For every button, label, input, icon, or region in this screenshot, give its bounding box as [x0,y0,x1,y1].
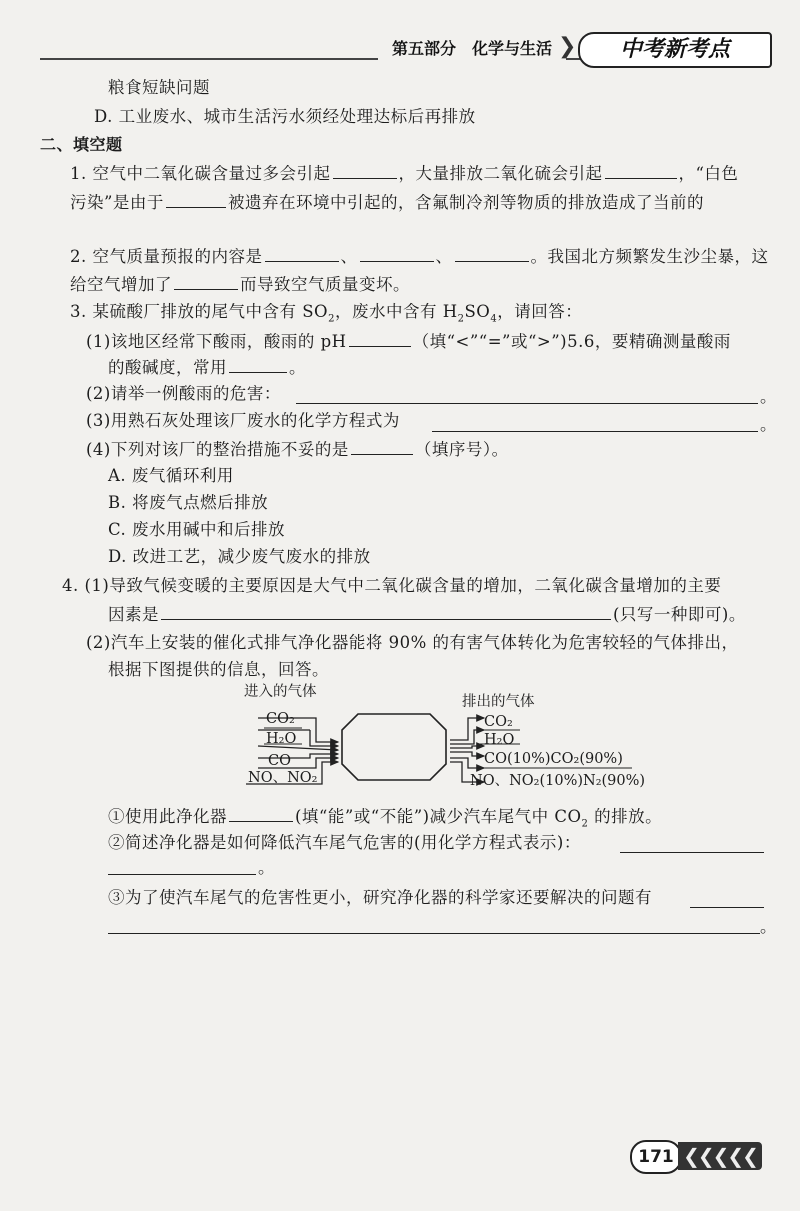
answer-blank[interactable] [360,245,434,262]
converter-body [342,714,446,780]
answer-blank[interactable] [455,245,529,262]
period: 。 [760,917,777,936]
period: 。 [760,415,777,434]
option-b: B. 将废气点燃后排放 [108,493,269,512]
question-3-4 [86,438,509,461]
series-badge: 中考新考点 [578,32,772,68]
q3-1-text-d: 。 [289,358,306,377]
inlet-title: 进入的气体 [244,684,317,700]
answer-blank[interactable] [265,245,339,262]
text-line: 粮食短缺问题 [108,78,210,97]
answer-blank[interactable] [166,191,226,208]
inlet-gas-h2o: H₂O [266,731,297,747]
q3-4-text-b: （填序号）。 [414,440,509,459]
answer-blank[interactable] [333,162,397,179]
q3-4-text-a: (4)下列对该厂的整治措施不妥的是 [86,440,349,459]
option-d-prev: D. 工业废水、城市生活污水须经处理达标后再排放 [94,107,476,126]
outlet-gas-co: CO(10%)CO₂(90%) [484,751,623,767]
inlet-gas-co2: CO₂ [266,711,295,727]
q2-text-a: 2. 空气质量预报的内容是 [70,247,263,266]
option-c: C. 废水用碱中和后排放 [108,520,286,539]
q1-text-a: 1. 空气中二氧化碳含量过多会引起 [70,164,331,183]
answer-line[interactable] [690,907,764,908]
q3-text-c: SO [464,302,491,321]
q1-text-b: ，大量排放二氧化硫会引起 [398,164,603,183]
question-2-line-1 [70,245,769,268]
question-3-1-line-2 [108,356,306,379]
converter-diagram [240,684,646,794]
s1-text-a: ①使用此净化器 [108,807,227,826]
answer-blank[interactable] [229,805,293,822]
sub-question-2: ②简述净化器是如何降低汽车尾气危害的(用化学方程式表示)： [108,833,581,852]
q4-1-text-c: (只写一种即可)。 [613,605,746,624]
answer-blank[interactable] [174,273,238,290]
sub-question-3: ③为了使汽车尾气的危害性更小，研究净化器的科学家还要解决的问题有 [108,888,652,907]
outlet-gas-co2: CO₂ [484,714,513,730]
s1-text-b: (填“能”或“不能”)减少汽车尾气中 CO [295,807,582,826]
answer-line[interactable] [108,933,760,934]
q3-1-text-c: 的酸碱度，常用 [108,358,227,377]
answer-line[interactable] [432,431,758,432]
question-4-2-line-2: 根据下图提供的信息，回答。 [108,660,329,679]
inlet-gas-nox: NO、NO₂ [248,770,318,786]
q2-text-b: 。我国北方频繁发生沙尘暴，这 [530,247,769,266]
question-3-1-line-1 [86,330,731,353]
question-3-stem: 3. 某硫酸厂排放的尾气中含有 $SO_2$，废水中含有 $H_2SO_4$，请回答： [70,302,583,325]
question-3-3: (3)用熟石灰处理该厂废水的化学方程式为 [86,411,400,430]
s1-text-c: 的排放。 [588,807,663,826]
option-a: A. 废气循环利用 [108,466,234,485]
answer-blank[interactable] [351,438,413,455]
section-heading: 二、填空题 [40,135,123,154]
answer-line[interactable] [108,874,256,875]
outlet-title: 排出的气体 [462,694,535,710]
question-2-line-2 [70,273,410,296]
q2-text-c: 给空气增加了 [70,275,172,294]
outlet-gas-nox: NO、NO₂(10%)N₂(90%) [470,773,646,789]
q3-1-text-b: （填“<”“=”或“>”)5.6，要精确测量酸雨 [412,332,731,351]
question-1-line-2 [70,191,704,214]
page-footer [630,1140,770,1172]
question-3-2: (2)请举一例酸雨的危害： [86,384,281,403]
q1-text-d: 污染”是由于 [70,193,164,212]
option-d: D. 改进工艺，减少废气废水的排放 [108,547,371,566]
q1-text-c: ，“白色 [678,164,739,183]
question-4-1-line-1: 4. (1)导致气候变暖的主要原因是大气中二氧化碳含量的增加，二氧化碳含量增加的主要 [62,576,722,595]
answer-blank[interactable] [229,356,287,373]
q3-1-text-a: (1)该地区经常下酸雨，酸雨的 pH [86,332,347,351]
inlet-gas-co: CO [268,753,291,769]
answer-line[interactable] [620,852,764,853]
q2-separator: 、 [340,247,358,266]
question-1-line-1 [70,162,738,185]
q2-text-d: 而导致空气质量变坏。 [240,275,410,294]
page-header [0,30,800,70]
outlet-gas-h2o: H₂O [484,732,515,748]
answer-blank[interactable] [605,162,677,179]
q3-text-d: ，请回答： [497,302,583,321]
question-4-1-line-2 [108,603,746,626]
answer-blank[interactable] [349,330,411,347]
q4-1-text-b: 因素是 [108,605,159,624]
q3-text-a: 3. 某硫酸厂排放的尾气中含有 SO [70,302,329,321]
chevron-icon: ❯ [558,34,577,59]
answer-line[interactable] [296,403,758,404]
period: 。 [760,387,777,406]
chevrons-icon: ❮❮❮❮❮ [678,1142,762,1170]
section-title: 第五部分 化学与生活 [378,36,566,62]
period: 。 [258,858,275,877]
sub-question-1: ①使用此净化器 (填“能”或“不能”)减少汽车尾气中 $CO_2$ 的排放。 [108,807,663,830]
page-number: 171 [630,1140,682,1174]
answer-blank[interactable] [161,603,611,620]
q2-separator: 、 [435,247,453,266]
question-4-2-line-1: (2)汽车上安装的催化式排气净化器能将 90% 的有害气体转化为危害较轻的气体排出， [86,633,739,652]
q1-text-e: 被遗弃在环境中引起的，含氟制冷剂等物质的排放造成了当前的 [227,193,704,212]
q3-text-b: ，废水中含有 H [334,302,458,321]
